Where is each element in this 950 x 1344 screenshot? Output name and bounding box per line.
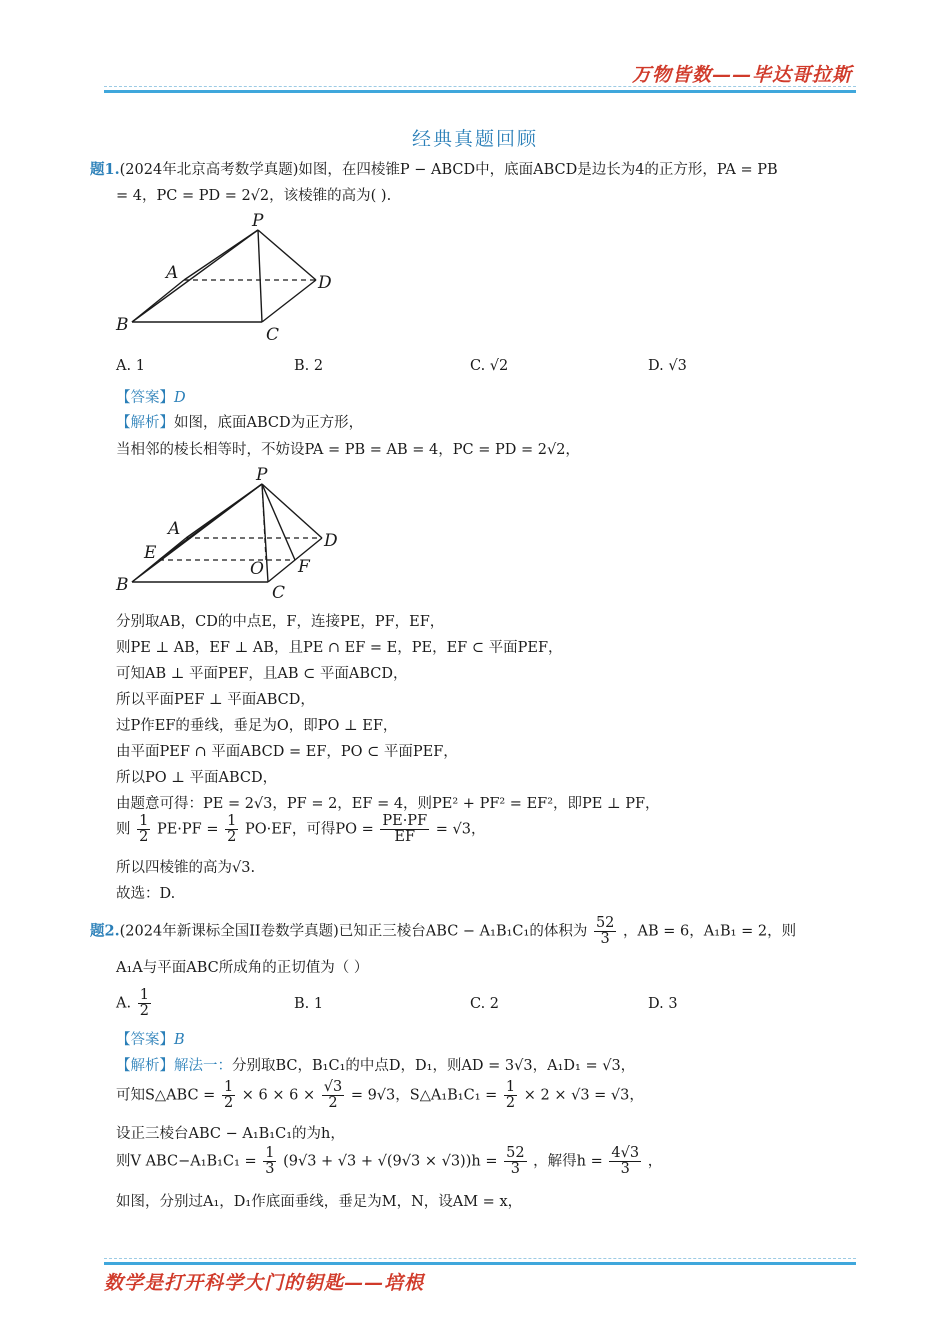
footer-dashed-rule: [104, 1258, 856, 1259]
frac-den: 2: [505, 1095, 516, 1112]
q2-step2-mid: × 6 × 6 ×: [241, 1087, 316, 1104]
frac-num: PE·PF: [382, 813, 428, 829]
area-eq-half-2: [225, 814, 238, 845]
fig1-label-c: C: [266, 325, 280, 345]
area-eq-part2: PO·EF，可得PO =: [244, 821, 374, 838]
fig1-label-p: P: [252, 211, 264, 231]
frac-den: 2: [139, 829, 149, 846]
header-dashed-rule: [104, 86, 856, 87]
q2-step1: 分别取BC，B₁C₁的中点D，D₁，则AD = 3√3，A₁D₁ = √3，: [232, 1058, 636, 1074]
q1-analysis-line1: [116, 413, 363, 433]
frac-num: √3: [323, 1079, 343, 1095]
frac-num: 1: [265, 1145, 275, 1161]
area-eq-half-1: [137, 814, 150, 845]
fig2-label-a: A: [168, 519, 181, 539]
frac-den: 3: [600, 931, 610, 948]
frac-den: 2: [227, 829, 237, 846]
footer-quote: 数学是打开科学大门的钥匙——培根: [104, 1272, 425, 1294]
frac-den: 3: [265, 1161, 275, 1178]
q1-option-d: D. √3: [648, 358, 687, 374]
fig1-label-a: A: [166, 263, 179, 283]
q2-option-a-fraction: [138, 988, 151, 1019]
q2-stem1-pre: (2024年新课标全国II卷数学真题)已知正三棱台ABC − A₁B₁C₁的体积为: [119, 923, 588, 940]
q1-step-5: 所以平面PEF ⊥ 平面ABCD，: [116, 692, 315, 708]
frac-den: EF: [394, 829, 416, 846]
frac-num: 52: [506, 1145, 525, 1161]
q2-step2-mid2: = 9√3，S△A₁B₁C₁ =: [350, 1087, 498, 1104]
q1-pyramid-figure: [110, 210, 350, 345]
q1-pyramid-figure-2: [110, 466, 350, 602]
q2-step4-f1: [263, 1146, 276, 1177]
fig2-label-e: E: [144, 543, 157, 563]
frac-num: 1: [227, 813, 237, 829]
area-eq-part1: PE·PF =: [156, 821, 219, 838]
q2-step2-pre: 可知S△ABC =: [116, 1087, 216, 1104]
fig2-label-b: B: [116, 575, 129, 595]
frac-den: 3: [510, 1161, 520, 1178]
q2-number: 题2.: [90, 922, 120, 940]
q1-step-6: 过P作EF的垂线，垂足为O，即PO ⊥ EF，: [116, 718, 398, 734]
q1-step-7: 由平面PEF ∩ 平面ABCD = EF，PO ⊂ 平面PEF，: [116, 744, 458, 760]
q2-step2-f2: [322, 1080, 344, 1111]
q1-step-3: 则PE ⊥ AB，EF ⊥ AB，且PE ∩ EF = E，PE，EF ⊂ 平面PEF，: [116, 640, 563, 656]
q1-stem-line1: [90, 160, 778, 180]
q1-option-c: C. √2: [470, 358, 509, 374]
frac-num: 1: [139, 813, 149, 829]
page-title: 经典真题回顾: [411, 128, 538, 150]
q1-answer: [116, 388, 186, 408]
q2-step4-mid2: ，解得h =: [533, 1153, 603, 1170]
q2-step2-post: × 2 × √3 = √3，: [523, 1087, 644, 1104]
q2-step4-post: ，: [647, 1153, 663, 1170]
q1-step-0: 如图，底面ABCD为正方形，: [174, 415, 364, 431]
q2-option-c: C. 2: [470, 996, 500, 1012]
q2-method: 解法一：: [174, 1058, 232, 1074]
area-eq-po-fraction: [380, 814, 429, 845]
q2-option-a-label: A.: [116, 995, 132, 1012]
q2-stem1-post: ，AB = 6，A₁B₁ = 2，则: [623, 923, 797, 940]
q2-step2-f1: [222, 1080, 235, 1111]
frac-den: 2: [328, 1095, 338, 1112]
q1-step-9: 由题意可得：PE = 2√3，PF = 2，EF = 4，则PE² + PF² = EF²，即PE ⊥ PF，: [116, 796, 660, 812]
fig2-label-c: C: [272, 583, 286, 602]
q1-answer-tag: 【答案】: [116, 390, 174, 406]
q2-volume-fraction: [594, 916, 616, 947]
q2-stem-line2: A₁A与平面ABC所成角的正切值为（ ）: [116, 960, 369, 976]
frac-den: 3: [620, 1161, 630, 1178]
fig1-label-b: B: [116, 315, 129, 335]
fig2-label-o: O: [250, 559, 264, 579]
q2-step4: [116, 1146, 662, 1177]
q2-option-d: D. 3: [648, 996, 678, 1012]
q1-option-b: B. 2: [294, 358, 324, 374]
fig2-label-d: D: [324, 531, 338, 551]
q2-step4-f2: [504, 1146, 526, 1177]
q2-step4-f3: [609, 1146, 641, 1177]
area-eq-prefix: 则: [116, 821, 131, 838]
q1-answer-value: D: [174, 390, 186, 406]
frac-num: 4√3: [611, 1145, 640, 1161]
q2-step5: 如图，分别过A₁，D₁作底面垂线，垂足为M，N，设AM = x，: [116, 1194, 523, 1210]
frac-num: 52: [595, 915, 615, 931]
q2-step4-mid: (9√3 + √3 + √(9√3 × √3))h =: [283, 1153, 498, 1170]
header-motto: 万物皆数——毕达哥拉斯: [631, 64, 852, 86]
frac-num: 1: [505, 1079, 516, 1095]
q2-step2: [116, 1080, 644, 1111]
q2-stem-line1: [90, 916, 796, 947]
q2-analysis-tag: 【解析】: [116, 1058, 174, 1074]
area-eq-tail: = √3，: [435, 821, 486, 838]
footer-rule: [104, 1262, 856, 1265]
q2-option-a: [116, 988, 153, 1019]
frac-num: 1: [223, 1079, 234, 1095]
q2-step3: 设正三棱台ABC − A₁B₁C₁的为h，: [116, 1126, 345, 1142]
q2-answer: [116, 1030, 185, 1050]
fig1-label-d: D: [318, 273, 332, 293]
frac-den: 2: [139, 1003, 149, 1020]
q2-step4-pre: 则V ABC−A₁B₁C₁ =: [116, 1153, 257, 1170]
q1-number: 题1.: [90, 161, 120, 178]
fig2-label-p: P: [256, 466, 268, 485]
q2-option-b: B. 1: [294, 996, 324, 1012]
q1-step-1: 当相邻的棱长相等时，不妨设PA = PB = AB = 4，PC = PD = 2√2，: [116, 442, 580, 458]
q1-stem-line2: = 4，PC = PD = 2√2，该棱锥的高为( ).: [116, 188, 392, 204]
frac-den: 2: [223, 1095, 234, 1112]
q1-stem1: (2024年北京高考数学真题)如图，在四棱锥P − ABCD中，底面ABCD是边长为4的正方形，PA = PB: [119, 162, 778, 178]
q1-area-equation: [116, 814, 485, 845]
q1-step-8: 所以PO ⊥ 平面ABCD，: [116, 770, 278, 786]
q1-step-4: 可知AB ⊥ 平面PEF，且AB ⊂ 平面ABCD，: [116, 666, 408, 682]
fig2-label-f: F: [298, 557, 310, 577]
q2-answer-value: B: [174, 1032, 185, 1048]
q2-answer-tag: 【答案】: [116, 1032, 174, 1048]
q1-step-10: 所以四棱锥的高为√3.: [116, 860, 256, 876]
q2-analysis-line1: [116, 1056, 635, 1076]
q2-step2-f3: [504, 1080, 517, 1111]
header-rule: [104, 90, 856, 93]
q1-option-a: A. 1: [116, 358, 145, 374]
frac-num: 1: [139, 987, 149, 1003]
q1-step-11: 故选：D.: [116, 886, 176, 902]
q1-analysis-tag: 【解析】: [116, 415, 174, 431]
q1-step-2: 分别取AB，CD的中点E，F，连接PE，PF，EF，: [116, 614, 445, 630]
